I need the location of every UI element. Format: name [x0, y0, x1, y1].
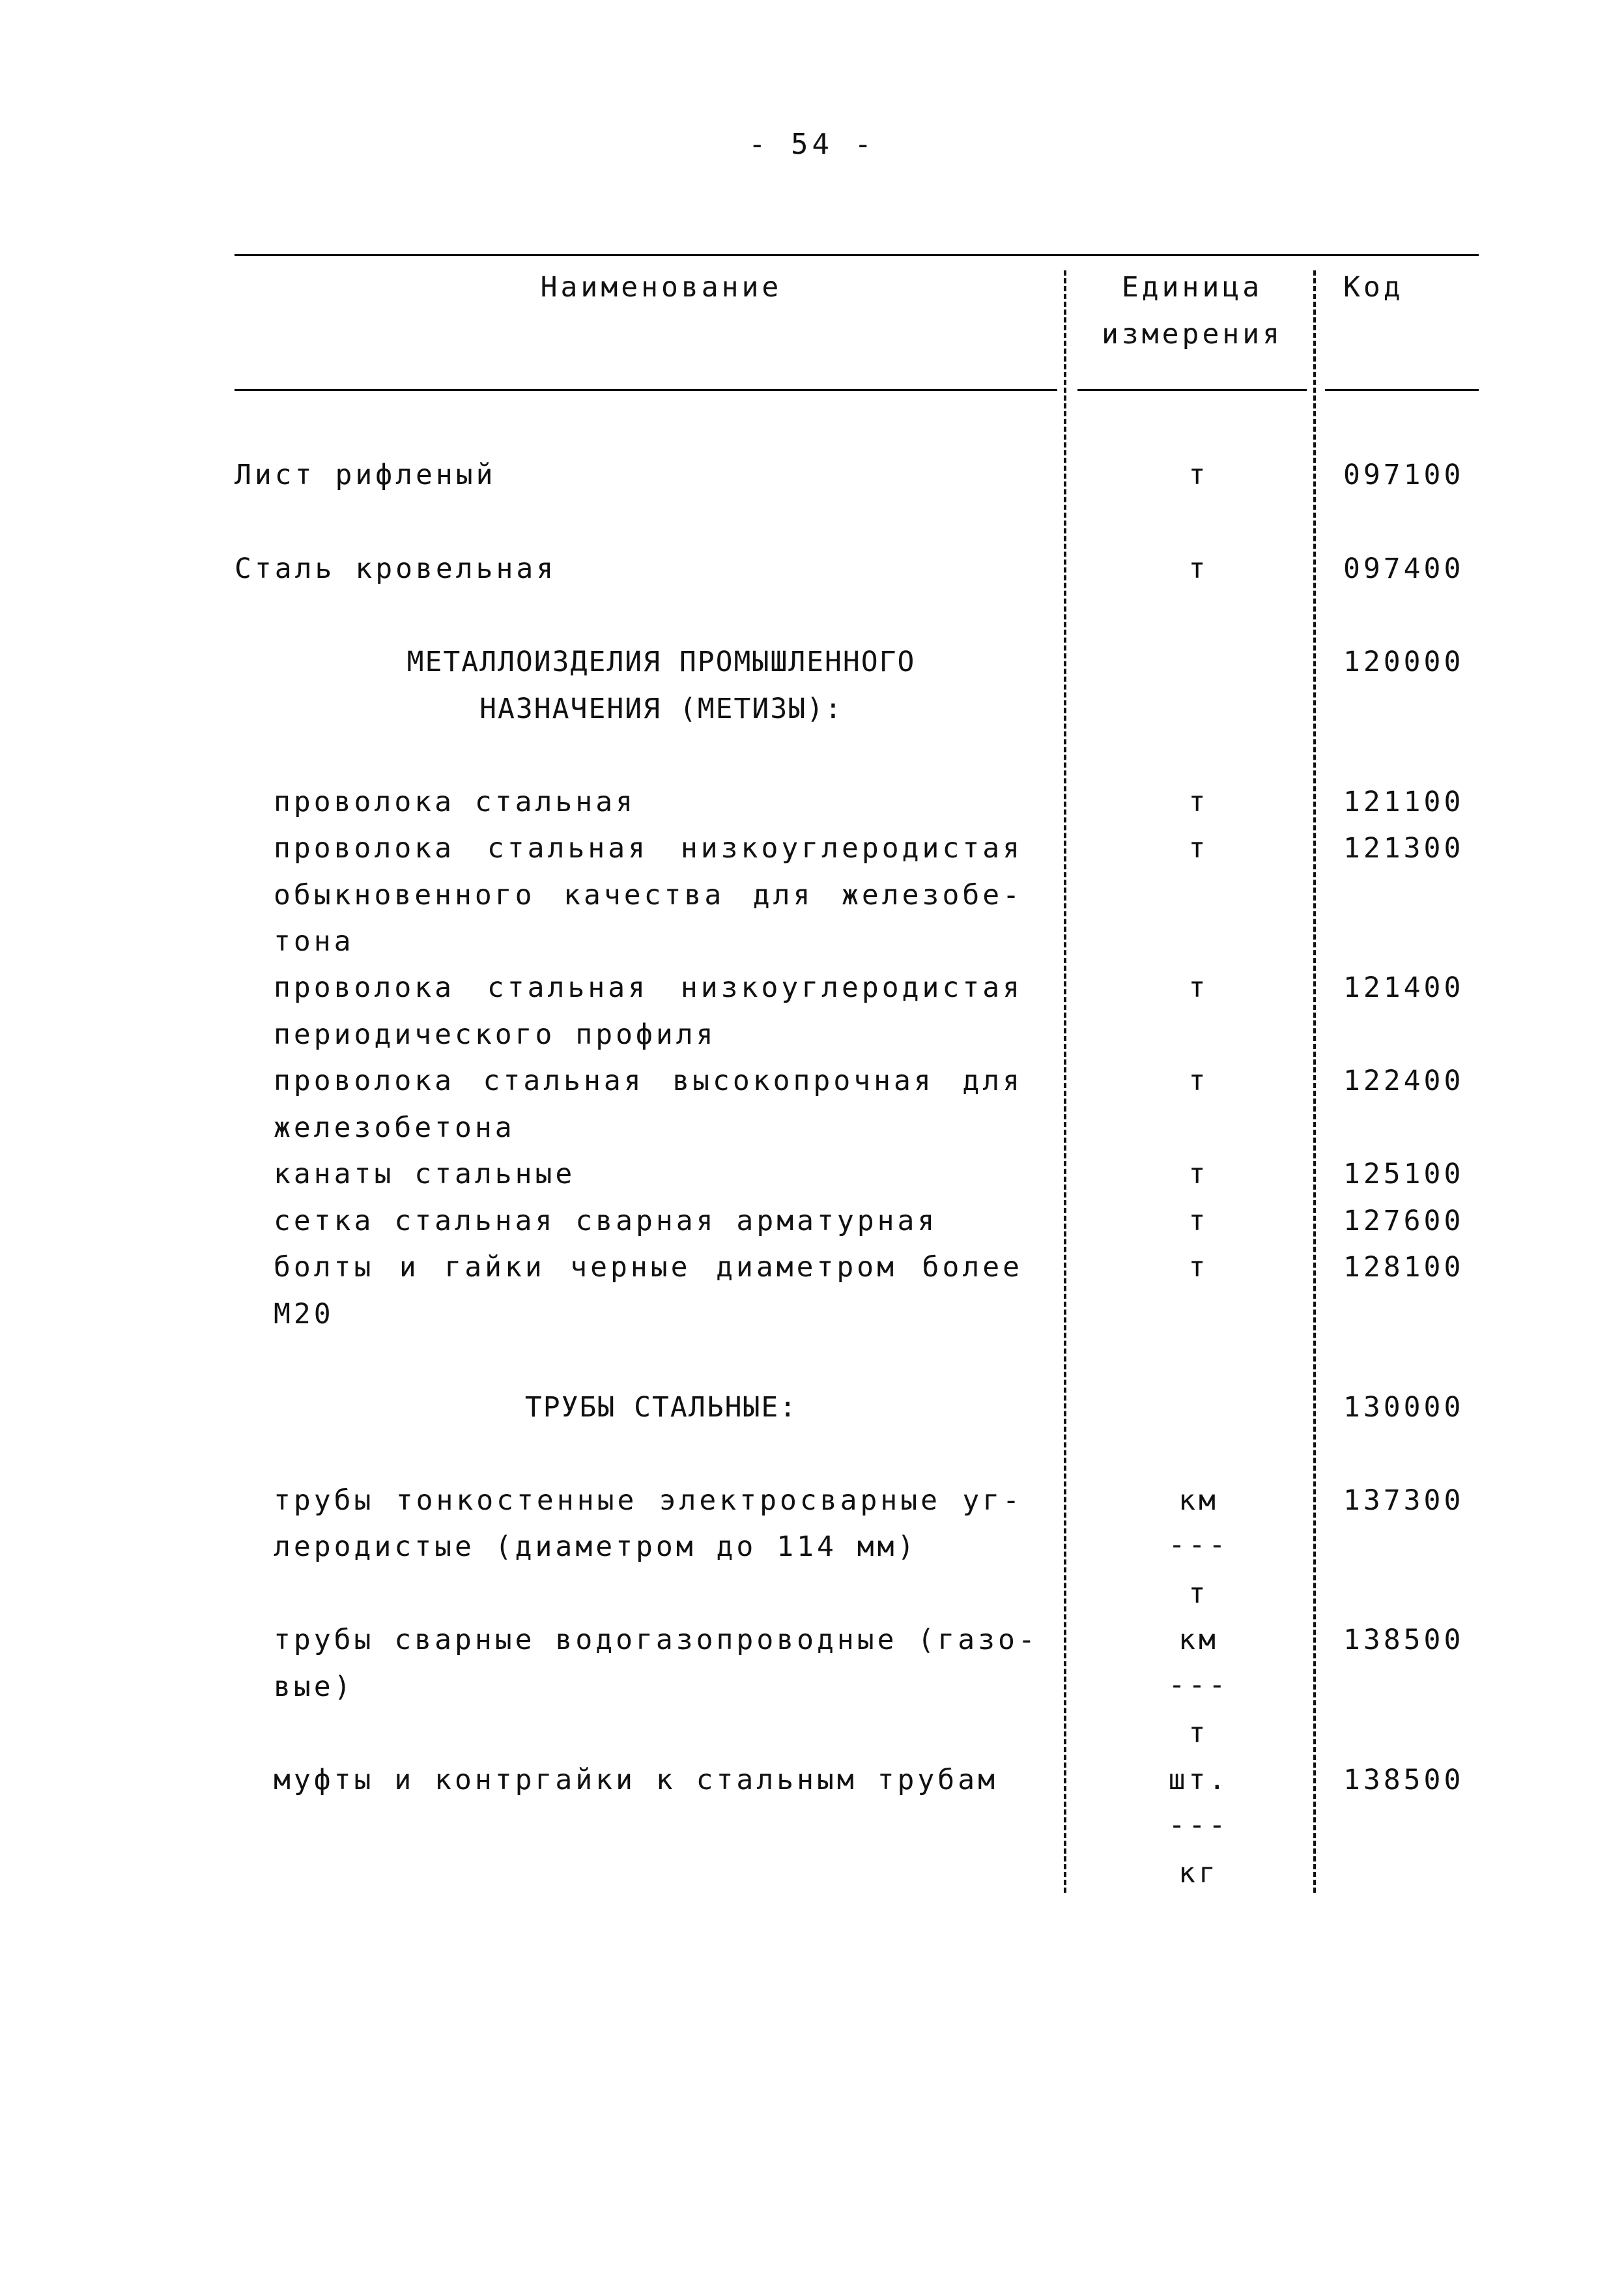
list-item-name-line2: М20 — [274, 1298, 334, 1330]
list-item-code: 097100 — [1343, 459, 1464, 491]
list-item-code: 137300 — [1343, 1484, 1464, 1517]
list-item-name-line2: леродистые (диаметром до 114 мм) — [274, 1531, 918, 1563]
section-caption: ТРУБЫ СТАЛЬНЫЕ: — [524, 1391, 798, 1424]
list-item-unit-denominator: т — [1188, 1717, 1209, 1749]
list-item-name: проволока стальная — [274, 786, 636, 818]
list-item-name-line2: обыкновенного качества для железобе- — [274, 879, 1023, 912]
header-unit-line2: измерения — [1102, 318, 1283, 351]
list-item-unit: т — [1188, 971, 1209, 1004]
list-item-code: 097400 — [1343, 553, 1464, 585]
list-item-unit: т — [1188, 1158, 1209, 1190]
list-item-name-line2: железобетона — [274, 1112, 515, 1144]
section-code: 130000 — [1343, 1391, 1464, 1424]
page-number: - 54 - — [748, 128, 876, 161]
section-caption-line2: НАЗНАЧЕНИЯ (МЕТИЗЫ): — [479, 693, 843, 725]
list-item-name-line1: трубы тонкостенные электросварные уг- — [274, 1484, 1023, 1517]
list-item-name-line1: проволока стальная высокопрочная для — [274, 1065, 1023, 1097]
column-separator-unit — [1064, 270, 1066, 1893]
list-item-unit: т — [1188, 553, 1209, 585]
list-item-name: Сталь кровельная — [235, 553, 557, 585]
list-item-code: 138500 — [1343, 1624, 1464, 1656]
list-item-unit: т — [1188, 1065, 1209, 1097]
section-code: 120000 — [1343, 646, 1464, 678]
list-item-code: 128100 — [1343, 1251, 1464, 1284]
header-code: Код — [1343, 271, 1404, 304]
list-item-unit-numerator: км — [1178, 1484, 1219, 1517]
header-name: Наименование — [540, 271, 782, 304]
list-item-name-line3: тона — [274, 925, 354, 958]
list-item-name-line1: трубы сварные водогазопроводные (газо- — [274, 1624, 1038, 1656]
section-caption-line1: МЕТАЛЛОИЗДЕЛИЯ ПРОМЫШЛЕННОГО — [406, 646, 916, 678]
list-item-name-line2: периодического профиля — [274, 1018, 717, 1051]
list-item-unit-divider: --- — [1168, 1529, 1229, 1561]
list-item-name-line1: проволока стальная низкоуглеродистая — [274, 971, 1023, 1004]
list-item-code: 121100 — [1343, 786, 1464, 818]
list-item-unit-divider: --- — [1168, 1809, 1229, 1841]
list-item-code: 125100 — [1343, 1158, 1464, 1190]
list-item-name: Лист рифленый — [235, 459, 496, 491]
list-item-unit: т — [1188, 459, 1209, 491]
list-item-unit-numerator: шт. — [1168, 1764, 1229, 1796]
header-unit-line1: Единица — [1121, 271, 1263, 304]
list-item-unit: т — [1188, 786, 1209, 818]
list-item-unit: т — [1188, 1205, 1209, 1237]
list-item-name: муфты и контргайки к стальным трубам — [274, 1764, 998, 1796]
list-item-unit-denominator: кг — [1178, 1857, 1219, 1890]
list-item-name-line1: болты и гайки черные диаметром более — [274, 1251, 1023, 1284]
column-separator-code — [1313, 270, 1316, 1893]
list-item-name-line1: проволока стальная низкоуглеродистая — [274, 832, 1023, 865]
header-bottom-rule-unit — [1077, 389, 1307, 391]
list-item-name: сетка стальная сварная арматурная — [274, 1205, 938, 1237]
list-item-unit: т — [1188, 832, 1209, 865]
list-item-unit-numerator: км — [1178, 1624, 1219, 1656]
list-item-code: 121300 — [1343, 832, 1464, 865]
list-item-name: канаты стальные — [274, 1158, 576, 1190]
list-item-unit: т — [1188, 1251, 1209, 1284]
list-item-code: 121400 — [1343, 971, 1464, 1004]
list-item-code: 122400 — [1343, 1065, 1464, 1097]
list-item-code: 127600 — [1343, 1205, 1464, 1237]
list-item-unit-denominator: т — [1188, 1577, 1209, 1610]
list-item-unit-divider: --- — [1168, 1669, 1229, 1701]
header-bottom-rule-name — [235, 389, 1057, 391]
list-item-code: 138500 — [1343, 1764, 1464, 1796]
header-bottom-rule-code — [1325, 389, 1479, 391]
table-top-rule — [235, 254, 1479, 256]
list-item-name-line2: вые) — [274, 1671, 354, 1703]
